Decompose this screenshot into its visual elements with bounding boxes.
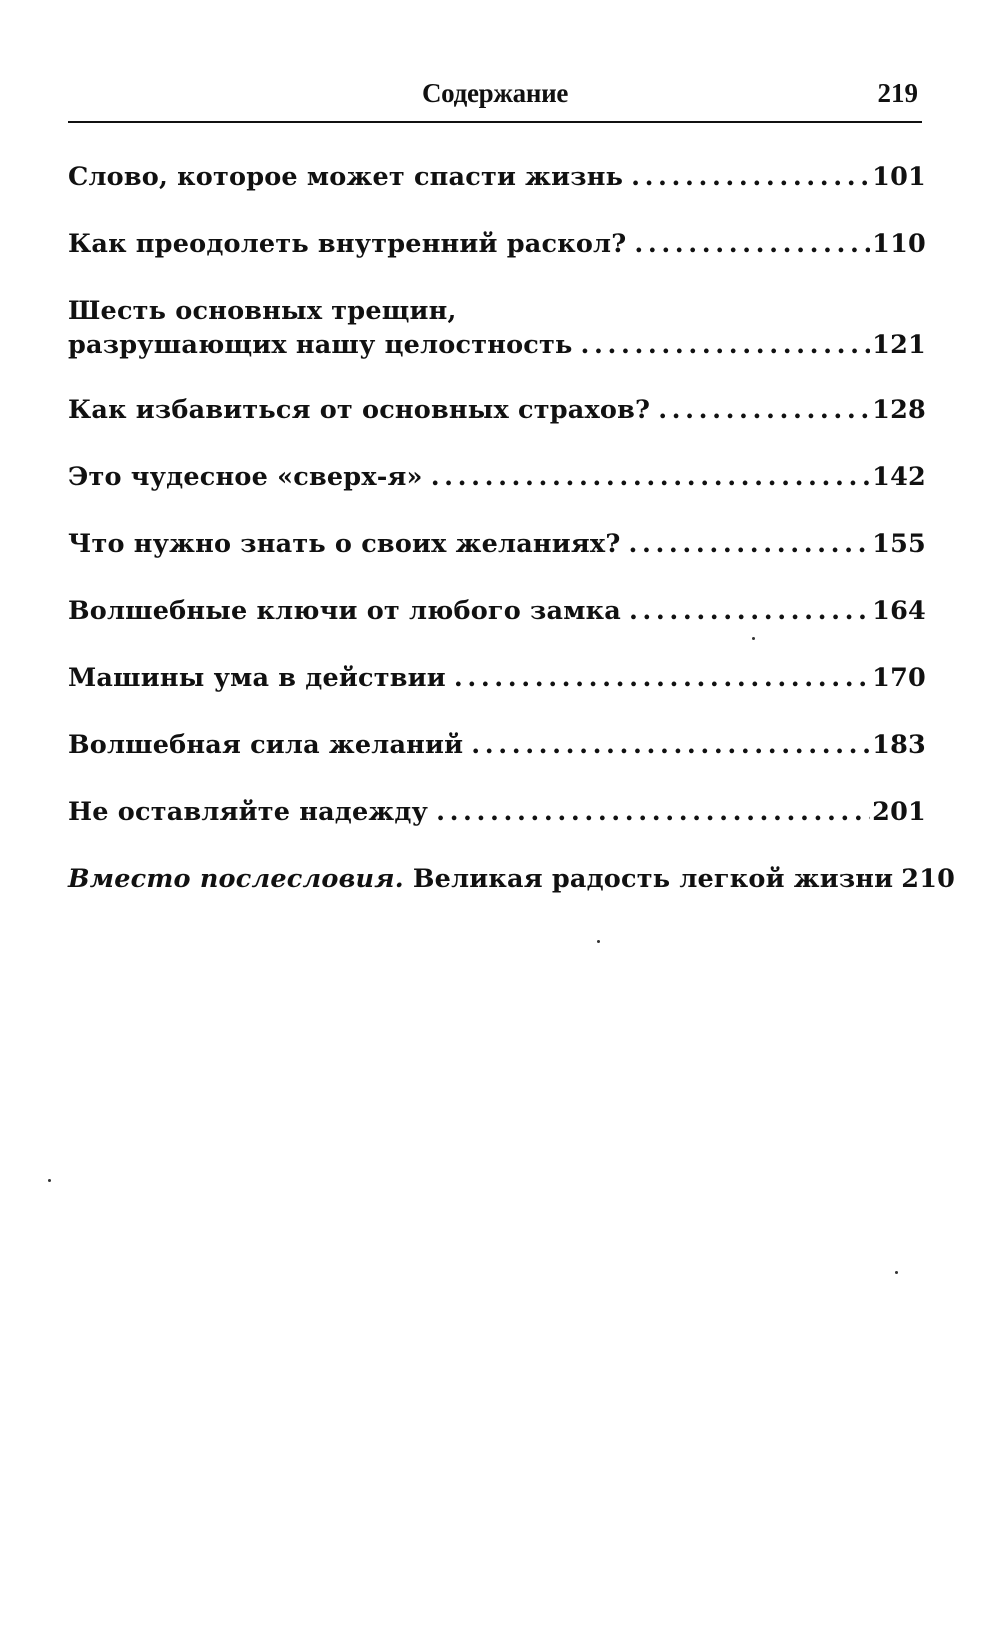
toc-entry [68,527,926,561]
toc-entry-page: 170 [872,663,926,693]
running-head [68,78,922,112]
page-number: 219 [877,78,918,108]
toc-entry-title: Как избавиться от основных страхов? [68,395,651,425]
dot-leader [631,160,870,194]
toc-entry-title: Слово, которое может спасти жизнь [68,162,624,192]
toc-entry-title: Что нужно знать о своих желаниях? [68,529,621,559]
scan-speck [895,1271,898,1274]
toc-entry-title: Как преодолеть внутренний раскол? [68,229,627,259]
toc-entry-title: Не оставляйте надежду [68,797,429,827]
toc-entry-title-text: Великая радость легкой жизни [412,864,894,894]
dot-leader [436,795,870,829]
toc-entry-page: 121 [872,330,926,360]
toc-entry-page: 155 [872,529,926,559]
toc-entry-page: 210 [901,864,956,894]
toc-entry-title: Волшебные ключи от любого замка [68,596,621,626]
toc-entry-title: Волшебная сила желаний [68,730,464,760]
toc-entry [68,460,926,494]
dot-leader [629,594,870,628]
toc-entry-page: 201 [872,797,926,827]
toc-entry [68,160,926,194]
toc-entry-title: Машины ума в действии [68,663,446,693]
toc-entry [68,393,926,427]
dot-leader [658,393,870,427]
toc-entry-page: 164 [872,596,926,626]
dot-leader [431,460,870,494]
toc-entry-lead-in: Вместо послесловия. [68,864,404,894]
toc-entry [68,594,926,628]
toc-entry-page: 183 [872,730,926,760]
toc-entry [68,661,926,695]
dot-leader [634,227,870,261]
toc-entry-page: 128 [872,395,926,425]
scan-speck [597,940,600,943]
toc-entry [68,294,926,362]
dot-leader [471,728,870,762]
scan-speck [752,637,755,640]
toc-entry-page: 110 [872,229,926,259]
dot-leader [581,328,871,362]
toc-entry-page: 101 [872,162,926,192]
toc-entry-title-line1: Шесть основных трещин, [68,296,457,326]
dot-leader [454,661,870,695]
dot-leader [628,527,870,561]
header-rule [68,121,922,123]
toc-entry-title-line2: разрушающих нашу целостность [68,330,573,360]
scan-speck [48,1179,51,1182]
toc-entry-title: Это чудесное «сверх-я» [68,462,423,492]
table-of-contents [68,160,956,929]
toc-entry [68,862,956,896]
toc-entry [68,795,926,829]
toc-entry [68,728,926,762]
section-title: Содержание [421,78,569,108]
toc-entry-page: 142 [872,462,926,492]
toc-entry [68,227,926,261]
toc-entry-title [68,862,893,896]
